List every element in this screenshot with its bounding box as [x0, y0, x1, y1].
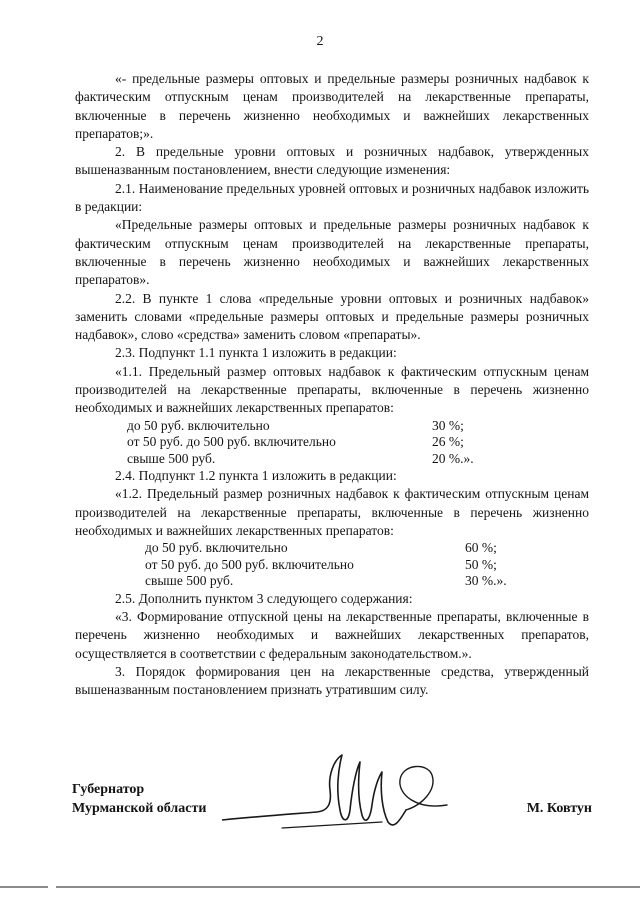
- table-row: [145, 573, 507, 590]
- signatory-title-line1: Губернатор: [72, 782, 145, 797]
- signatory-title: [72, 780, 206, 818]
- rate-range: свыше 500 руб.: [127, 450, 216, 466]
- wholesale-rates-table: [127, 418, 474, 468]
- rate-value: 30 %.».: [465, 573, 507, 589]
- paragraph-item-2-3: 2.3. Подпункт 1.1 пункта 1 изложить в редакции:: [115, 345, 397, 361]
- page-bottom-rule: [0, 884, 640, 890]
- page-number: 2: [316, 34, 324, 49]
- quote-item-2-1: «Предельные размеры оптовых и предельные размеры розничных надбавок к фактическим отпускным ценам производителей на лекарственные препараты, включенные в перечень жизненно необходимых и важнейших лекарственных препаратов».: [75, 217, 589, 288]
- rate-value: 50 %;: [465, 556, 497, 572]
- paragraph-item-2-5: 2.5. Дополнить пунктом 3 следующего содержания:: [115, 590, 413, 606]
- handwritten-signature: [222, 750, 502, 845]
- table-row: [127, 451, 474, 468]
- signature-block: [72, 770, 592, 840]
- retail-rates-table: [145, 540, 507, 590]
- rate-range: свыше 500 руб.: [145, 573, 234, 589]
- rate-range: от 50 руб. до 500 руб. включительно: [127, 434, 336, 450]
- table-row: [145, 540, 507, 557]
- table-row: [127, 434, 474, 451]
- paragraph-item-2-4: 2.4. Подпункт 1.2 пункта 1 изложить в редакции:: [115, 468, 397, 484]
- rate-value: 30 %;: [432, 417, 464, 433]
- paragraph-item-2: 2. В предельные уровни оптовых и розничных надбавок, утвержденных вышеназванным постановлением, внести следующие изменения:: [75, 144, 589, 178]
- rate-value: 60 %;: [465, 540, 497, 556]
- paragraph-limits-definition: «- предельные размеры оптовых и предельные размеры розничных надбавок к фактическим отпускным ценам производителей на лекарственные препараты, включенные в перечень жизненно необходимых и важнейших лекарственных препаратов;».: [75, 71, 589, 141]
- paragraph-item-2-1: 2.1. Наименование предельных уровней оптовых и розничных надбавок изложить в редакции:: [75, 180, 589, 215]
- table-row: [127, 418, 474, 435]
- signatory-name: М. Ковтун: [526, 801, 592, 816]
- rate-value: 20 %.».: [432, 450, 474, 466]
- rate-range: до 50 руб. включительно: [145, 540, 288, 556]
- quote-item-1-1: «1.1. Предельный размер оптовых надбавок к фактическим отпускным ценам производителей на лекарственные препараты, включенные в перечень жизненно необходимых и важнейших лекарственных препаратов:: [75, 363, 589, 416]
- table-row: [145, 557, 507, 574]
- paragraph-item-2-2: 2.2. В пункте 1 слова «предельные уровни оптовых и розничных надбавок» заменить словами «предельные размеры оптовых и предельные размеры розничных надбавок», слово «средства» заменить словом «препараты».: [75, 290, 589, 343]
- document-body: [75, 70, 589, 700]
- signatory-title-line2: Мурманской области: [72, 801, 207, 816]
- rate-range: от 50 руб. до 500 руб. включительно: [145, 556, 354, 572]
- rate-value: 26 %;: [432, 434, 464, 450]
- quote-item-3: «3. Формирование отпускной цены на лекарственные препараты, включенные в перечень жизненно необходимых и важнейших лекарственных препаратов, осуществляется в соответствии с федеральным законодательством.».: [75, 609, 589, 661]
- quote-item-1-2: «1.2. Предельный размер розничных надбавок к фактическим отпускным ценам производителей на лекарственные препараты, включенные в перечень жизненно необходимых и важнейших лекарственных препаратов:: [75, 486, 589, 539]
- paragraph-item-3: 3. Порядок формирования цен на лекарственные средства, утвержденный вышеназванным постановлением признать утратившим силу.: [75, 664, 589, 698]
- rate-range: до 50 руб. включительно: [127, 417, 270, 433]
